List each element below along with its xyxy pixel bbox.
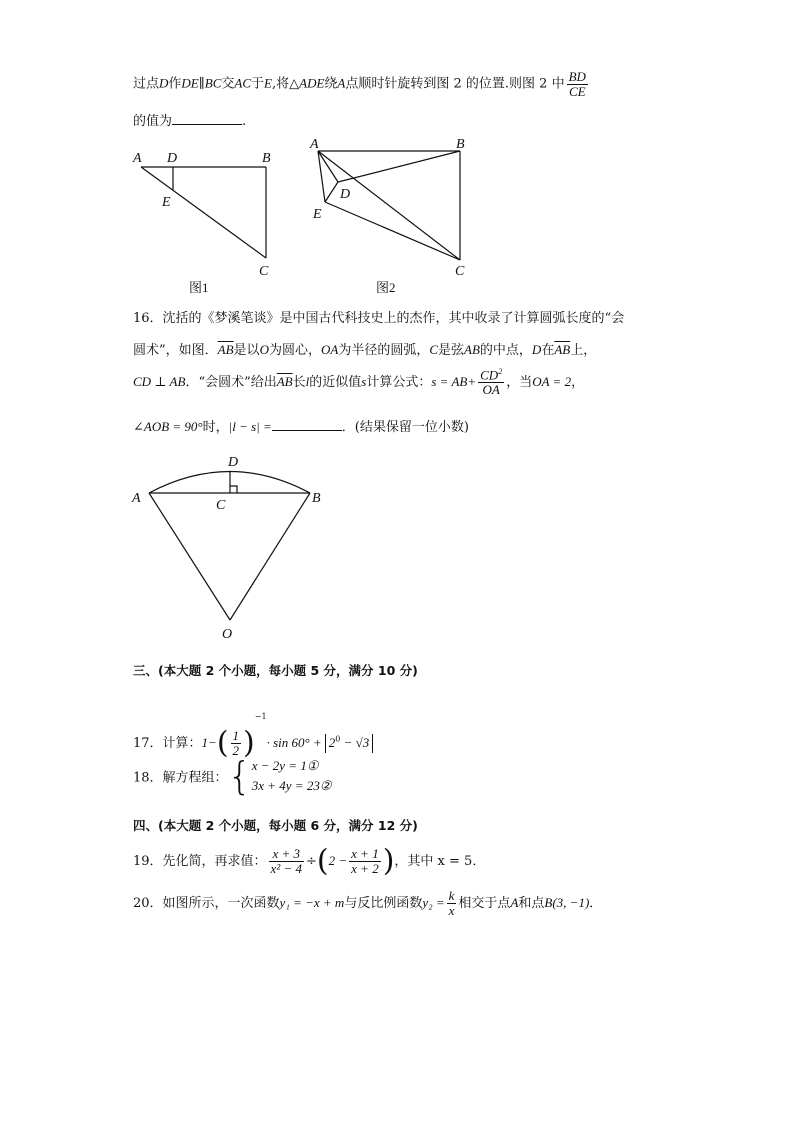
q15-t-yu: 于 [251, 76, 265, 92]
q16-perp: CD ⊥ AB [133, 374, 186, 389]
q16-l3c: 长 [292, 375, 306, 390]
fig2-segment-ae [318, 151, 325, 202]
fig2-label-e: E [313, 207, 322, 222]
q18-eq2: 3x + 4y = 23② [251, 778, 332, 793]
q16-formula-num-sup: 2 [498, 367, 503, 377]
q19-f1-den: x² − 4 [270, 861, 302, 876]
fig1-label-d: D [167, 151, 178, 166]
q17 [133, 697, 373, 764]
q19-div: ÷ [306, 854, 317, 869]
q16-d: D [531, 342, 542, 357]
q17-paren-close: ) [243, 725, 255, 761]
q16-oa: OA [320, 342, 339, 357]
fig2-label-d: D [340, 187, 351, 202]
q20-b: B(3, −1) [544, 895, 590, 910]
q18-label: 18．解方程组： [133, 770, 228, 786]
q15-answer-blank [172, 112, 242, 125]
q16-formula-frac [478, 368, 504, 397]
q16-radius-ob [230, 493, 310, 620]
q15-figures [0, 130, 794, 300]
q16-l2a: 圆术”，如图． [133, 343, 218, 358]
q17-frac-num: 1 [232, 728, 240, 744]
q17-t2: · sin 60° + [266, 735, 322, 750]
q16-l3d: 的近似值 [309, 375, 362, 390]
q20 [133, 884, 602, 923]
q16-l3e: 计算公式： [366, 375, 432, 390]
q16-formula-num [478, 368, 504, 383]
fig2-label-a: A [310, 137, 319, 152]
section3-heading: 三、(本大题 2 个小题，每小题 5 分，满分 10 分) [133, 663, 418, 678]
q17-exp: −1 [254, 712, 267, 721]
q16-l3b: ．“会圆术”给出 [185, 375, 277, 390]
q15-t-zuo: 作 [168, 76, 182, 92]
section4-heading: 四、(本大题 2 个小题，每小题 6 分，满分 12 分) [133, 818, 418, 833]
q20-a: A [510, 895, 519, 910]
q15-figure2 [318, 151, 460, 260]
q15-t-value: 的值为 [133, 114, 173, 129]
q15-ac: AC [234, 75, 252, 91]
q20-frac-num: k [448, 888, 455, 904]
q17-t1: 1− [201, 735, 217, 750]
q16-formula-num-text: CD [480, 367, 499, 383]
q17-paren-open: ( [216, 725, 229, 761]
fig2-label-c: C [455, 264, 465, 279]
fig2-label-b: B [456, 137, 465, 152]
q19-paren-open: ( [316, 843, 329, 879]
q16-l2g: 在 [541, 343, 555, 358]
q16-label-c: C [216, 498, 226, 513]
q19-label: 19．先化简，再求值： [133, 854, 267, 869]
q16-figure [120, 450, 340, 645]
q16-line1: 16．沈括的《梦溪笔谈》是中国古代科技史上的杰作，其中收录了计算圆弧长度的“会 [133, 311, 625, 326]
q16-l3g: ， [571, 375, 585, 390]
q19-paren-close: ) [382, 843, 395, 879]
q16-o: O [259, 342, 269, 357]
q16-label-d: D [228, 455, 239, 470]
q16-line2 [133, 339, 596, 358]
q16-label-a: A [132, 491, 141, 506]
q18 [133, 756, 331, 796]
q16-c: C [429, 342, 438, 357]
q20-t-with: 与反比例函数 [344, 896, 423, 911]
fig1-caption: 图1 [189, 280, 209, 295]
q16-abs-expr: |l − s| = [228, 419, 272, 434]
q16-answer-blank [272, 418, 342, 431]
q16-label-b: B [312, 491, 321, 506]
q19-f2-den: x + 2 [351, 861, 379, 876]
q15-de-bc: DE∥BC [181, 75, 222, 91]
q16-arc-ab-2: $\overline{AB}$ [554, 342, 571, 357]
q20-y2: y₂ = [422, 895, 445, 910]
q19-f2-num: x + 1 [351, 846, 379, 862]
q16-arc-ab-1: $\overline{AB}$ [217, 342, 234, 357]
q15-t-rao: 绕 [324, 76, 338, 92]
q19-f1-num: x + 3 [269, 847, 304, 862]
q15-a: A [337, 75, 346, 91]
fig2-segment-bd [338, 151, 460, 182]
q15-t-jiang: ,将 [271, 76, 290, 92]
fig1-label-b: B [262, 151, 271, 166]
q19-t2: 2 − [328, 853, 348, 868]
q17-abs-a: 2 [328, 735, 336, 750]
q16-line4 [133, 416, 469, 435]
q20-t-meet: 相交于点 [458, 896, 511, 911]
fig2-segment-ac [318, 151, 460, 260]
q16-l2e: 是弦 [438, 343, 465, 358]
fig1-label-c: C [259, 264, 269, 279]
q19-frac1 [269, 847, 304, 875]
fig1-label-e: E [162, 195, 171, 210]
q18-system [252, 756, 332, 796]
q15-frac-num: BD [568, 69, 586, 84]
fig1-segment-ac [141, 167, 266, 258]
q15-line2 [133, 110, 246, 129]
q16-label-o: O [222, 627, 233, 642]
q18-brace: { [227, 754, 252, 798]
q16-l2f: 的中点， [479, 343, 532, 358]
q16-l: l [305, 374, 310, 389]
q17-abs-b: − √3 [340, 735, 370, 750]
q15-t-jiao: 交 [221, 76, 235, 92]
q16-l4c: ．(结果保留一位小数) [341, 420, 469, 435]
q16-arc-ab-3: $\overline{AB}$ [276, 374, 293, 389]
q15-line1 [133, 70, 590, 98]
q17-frac-den: 2 [232, 743, 240, 758]
q16-l2h: 上， [570, 343, 597, 358]
q16-ab: AB [464, 342, 480, 357]
q19-frac2 [349, 847, 381, 875]
q16-line3 [133, 364, 584, 401]
q19-tail: ，其中 x = 5． [394, 854, 486, 869]
q17-abs [325, 734, 374, 753]
q20-t-end: ． [589, 896, 603, 911]
q20-y1: y₁ = −x + m [279, 895, 345, 910]
q20-t-and: 和点 [518, 896, 545, 911]
q16-s: s [361, 374, 367, 389]
fig2-segment-ce [325, 202, 460, 260]
q16-l2c: 为圆心， [268, 343, 321, 358]
q15-d: D [159, 75, 169, 91]
q20-frac [447, 889, 457, 917]
q16-formula-a: s = AB+ [431, 374, 477, 389]
q15-tri: △ADE [289, 75, 325, 91]
q16-cond1: OA = 2 [532, 374, 572, 389]
q17-abs-a-exp: 0 [335, 734, 341, 744]
fig1-label-a: A [133, 151, 142, 166]
fig2-segment-ad [318, 151, 338, 182]
q16-l2d: 为半径的圆弧， [338, 343, 430, 358]
q15-t-end: . [242, 114, 247, 129]
fig2-caption: 图2 [376, 280, 396, 295]
q18-eq1: x − 2y = 1① [251, 758, 319, 773]
q19 [133, 842, 485, 881]
fig2-segment-de [325, 182, 338, 202]
q16-l4b: 时， [202, 420, 229, 435]
q16-angle: ∠AOB = 90° [133, 419, 203, 434]
q15-intro: 过点 [133, 76, 160, 92]
q15-frac-den: CE [568, 83, 586, 99]
q16-right-angle-mark [230, 486, 237, 493]
q20-frac-den: x [448, 903, 455, 918]
q15-t-rotate: 点顺时针旋转到图 2 的位置.则图 2 中 [345, 76, 565, 92]
q20-label: 20．如图所示，一次函数 [133, 896, 280, 911]
q17-label: 17．计算： [133, 736, 202, 751]
q16-l3f: ，当 [506, 375, 533, 390]
q15-fraction [567, 70, 588, 98]
q16-formula-den: OA [482, 382, 500, 398]
q15-figure1 [141, 167, 266, 258]
q16-l2b: 是以 [233, 343, 260, 358]
q15-e: E [264, 75, 272, 91]
